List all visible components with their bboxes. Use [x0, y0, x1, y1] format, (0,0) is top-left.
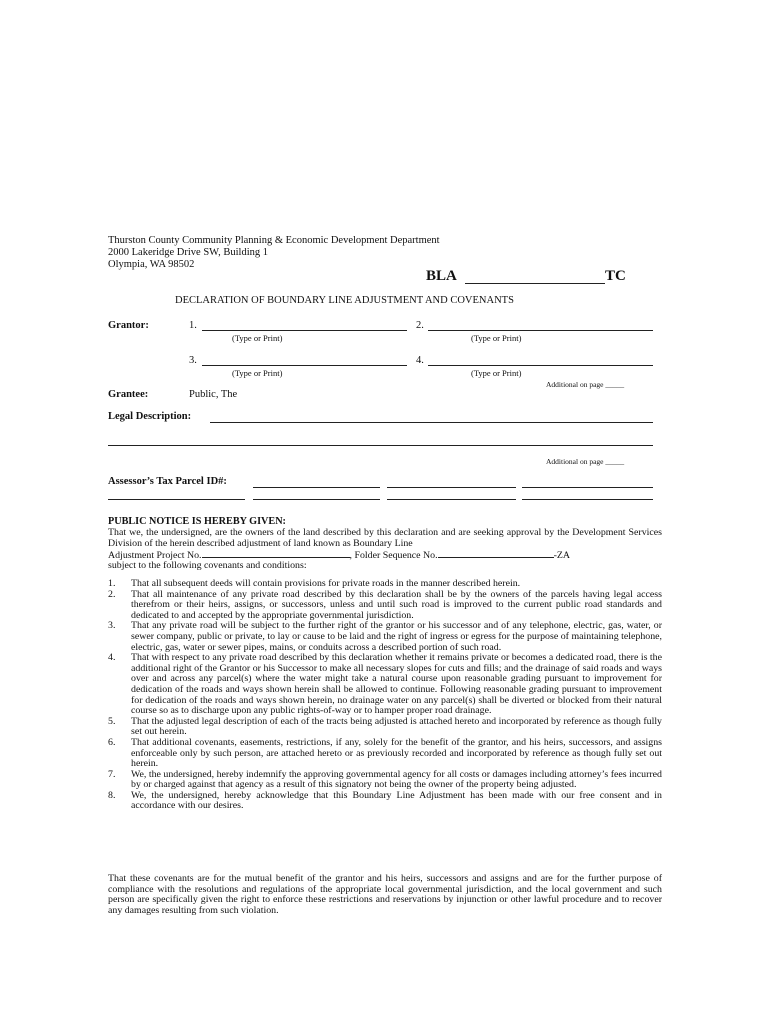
grantor-1-hint: (Type or Print)	[232, 333, 283, 343]
grantee-label: Grantee:	[108, 389, 149, 400]
parcel-id-field-5[interactable]	[253, 499, 380, 500]
street-address: 2000 Lakeridge Drive SW, Building 1	[108, 247, 269, 258]
conditions-list	[108, 579, 662, 812]
project-number-field[interactable]	[202, 549, 350, 558]
legal-description-label: Legal Description:	[108, 411, 192, 422]
condition-item	[108, 717, 662, 738]
notice-paragraph: That we, the undersigned, are the owners of the land described by this declaration and are seeking approval by the Development Services Division of the herein described adjustment of land known as Boundary Line	[108, 527, 662, 549]
parcel-id-field-2[interactable]	[387, 487, 516, 488]
condition-item	[108, 738, 662, 770]
folder-sequence-label: , Folder Sequence No.	[349, 550, 438, 561]
grantor-2-field[interactable]	[428, 330, 653, 331]
grantor-2-hint: (Type or Print)	[471, 333, 522, 343]
city-address: Olympia, WA 98502	[108, 259, 195, 270]
condition-text: That with respect to any private road described by this declaration whether it remains private or becomes a dedicated road, there is the additional right of the Grantor or his Successor to make all necessary slopes for cuts and fills; and the drainage of said roads and ways over and across any parcel(s) where the water might take a natural course upon reasonable grading pursuant to improvement for dedication of the roads and ways shown herein shall be allowed to continue. Following reasonable grading pursuant to improvement for dedication of the roads and ways shown herein, no drainage water on any parcel(s) shall be diverted or blocked from their natural course so as to discharge upon any public rights-of-way or to hamper proper road drainage.	[131, 652, 662, 717]
grantor-4-number: 4.	[416, 355, 424, 366]
grantor-3-field[interactable]	[202, 365, 407, 366]
grantor-4-field[interactable]	[428, 365, 653, 366]
grantor-1-field[interactable]	[202, 330, 407, 331]
public-notice-heading: PUBLIC NOTICE IS HEREBY GIVEN:	[108, 516, 286, 527]
folder-sequence-field[interactable]	[438, 549, 554, 558]
condition-number: 7.	[108, 768, 116, 780]
condition-number: 4.	[108, 652, 116, 664]
project-number-label: Adjustment Project No.	[108, 550, 202, 561]
condition-text: We, the undersigned, hereby indemnify the approving governmental agency for all costs or damages including attorney’s fees incurred by or charged against that agency as a result of this signatory not being the owner of the property being adjusted.	[131, 768, 662, 791]
condition-number: 5.	[108, 715, 116, 727]
condition-item	[108, 621, 662, 653]
grantor-label: Grantor:	[108, 320, 149, 331]
parcel-id-label: Assessor’s Tax Parcel ID#:	[108, 476, 227, 487]
parcel-id-field-4[interactable]	[108, 499, 245, 500]
condition-text: That all maintenance of any private road described by this declaration shall be by the owners of the parcels having legal access therefrom or their heirs, assigns, or successors, unless and until such road is improved to the current public road standards and dedicated to and accepted by the appropriate governmental jurisdiction.	[131, 588, 662, 621]
condition-number: 6.	[108, 736, 116, 748]
additional-page-note-legal: Additional on page _____	[546, 457, 625, 466]
parcel-id-field-6[interactable]	[387, 499, 516, 500]
condition-item	[108, 770, 662, 791]
condition-item	[108, 590, 662, 622]
bla-number-field[interactable]	[465, 283, 605, 284]
condition-text: That any private road will be subject to the further right of the grantor or his successor and of any telephone, electric, gas, water, or sewer company, public or private, to lay or cause to be laid and the right of ingress or egress for the purpose of maintaining telephone, electric, gas, water or sewer pipes, mains, or conduits across a described portion of such road.	[131, 620, 662, 653]
grantor-4-hint: (Type or Print)	[471, 368, 522, 378]
condition-number: 3.	[108, 620, 116, 632]
parcel-id-field-3[interactable]	[522, 487, 653, 488]
grantor-3-hint: (Type or Print)	[232, 368, 283, 378]
legal-description-line-1[interactable]	[210, 422, 653, 423]
grantee-value: Public, The	[189, 389, 238, 400]
grantor-2-number: 2.	[416, 320, 424, 331]
condition-text: We, the undersigned, hereby acknowledge that this Boundary Line Adjustment has been made with our free consent and in accordance with our desires.	[131, 789, 662, 812]
bla-suffix: TC	[605, 268, 626, 284]
za-suffix: -ZA	[553, 550, 571, 561]
additional-page-note-grantor: Additional on page _____	[546, 380, 625, 389]
department-name: Thurston County Community Planning & Economic Development Department	[108, 235, 440, 246]
parcel-id-field-7[interactable]	[522, 499, 653, 500]
condition-item	[108, 653, 662, 717]
grantor-1-number: 1.	[189, 320, 197, 331]
condition-number: 2.	[108, 588, 116, 600]
closing-paragraph: That these covenants are for the mutual benefit of the grantor and his heirs, successors and assigns and are for the further purpose of compliance with the resolutions and regulations of the appropriate local governmental jurisdiction, and the local government and such person are specifically given the right to enforce these restrictions and reservations by injunction or other lawful procedure and to recover any damages resulting from such violation.	[108, 873, 662, 916]
condition-text: That additional covenants, easements, restrictions, if any, solely for the benefit of the grantor, and his heirs, successors, and assigns enforceable only by such person, are attached hereto or as previously recorded and incorporated by reference as though fully set out herein.	[131, 736, 662, 770]
condition-text: That all subsequent deeds will contain provisions for private roads in the manner described herein.	[131, 578, 521, 589]
condition-number: 1.	[108, 578, 116, 589]
condition-text: That the adjusted legal description of each of the tracts being adjusted is attached hereto and incorporated by reference as though fully set out herein.	[131, 715, 662, 738]
conditions-intro: subject to the following covenants and conditions:	[108, 560, 307, 571]
grantor-3-number: 3.	[189, 355, 197, 366]
condition-number: 8.	[108, 789, 116, 801]
legal-description-line-2[interactable]	[108, 445, 653, 446]
bla-prefix: BLA	[426, 268, 457, 284]
document-title: DECLARATION OF BOUNDARY LINE ADJUSTMENT AND COVENANTS	[175, 295, 514, 306]
parcel-id-field-1[interactable]	[253, 487, 380, 488]
condition-item	[108, 791, 662, 812]
